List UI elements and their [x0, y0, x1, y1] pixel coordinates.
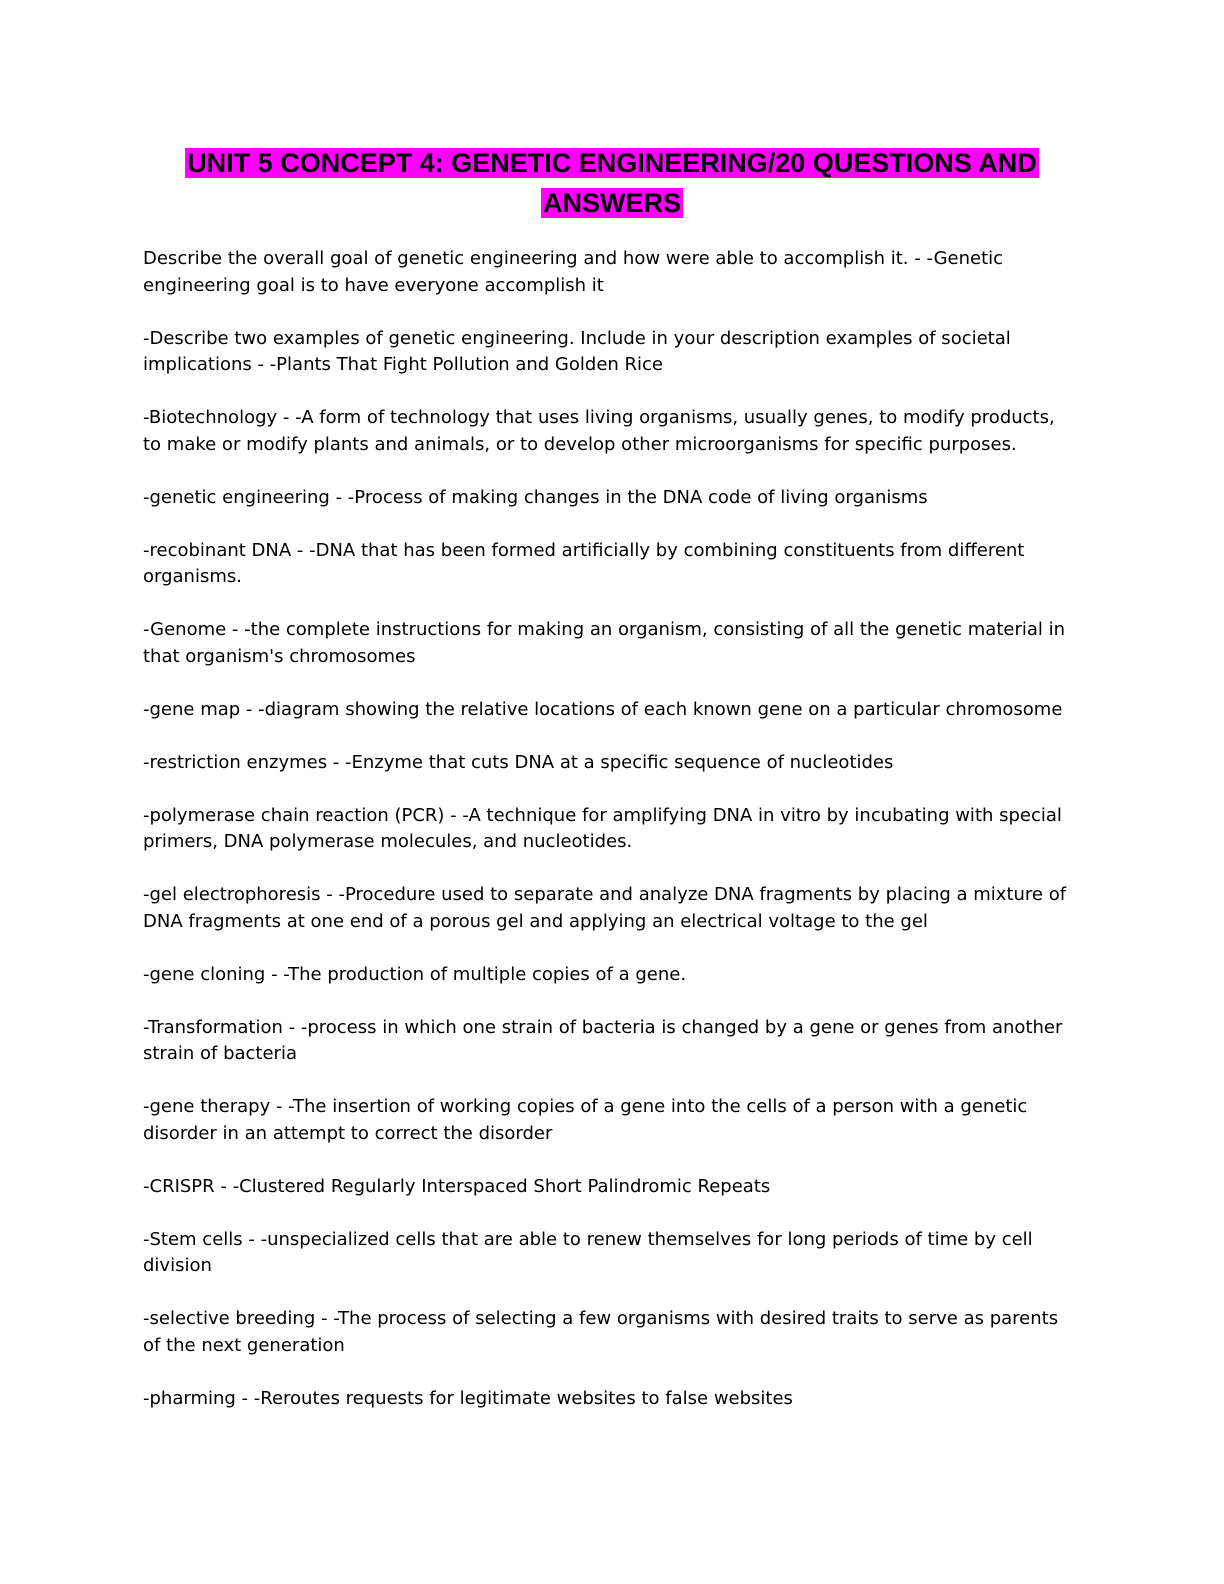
qa-entry: -restriction enzymes - -Enzyme that cuts DNA at a specific sequence of nucleotides — [143, 751, 894, 773]
qa-entry: -gene therapy - -The insertion of working copies of a gene into the cells of a person with a genetic disorder in an attempt to correct the disorder — [143, 1096, 1028, 1144]
qa-entry: -gene cloning - -The production of multiple copies of a gene. — [143, 963, 687, 985]
qa-list — [143, 246, 1073, 1439]
qa-entry: -Genome - -the complete instructions for making an organism, consisting of all the genetic material in that organism's chromosomes — [143, 619, 1066, 667]
qa-entry: -pharming - -Reroutes requests for legitimate websites to false websites — [143, 1387, 793, 1409]
qa-entry: -CRISPR - -Clustered Regularly Interspaced Short Palindromic Repeats — [143, 1175, 771, 1197]
qa-entry: -Describe two examples of genetic engineering. Include in your description examples of societal implications - -Plants That Fight Pollution and Golden Rice — [143, 327, 1011, 375]
qa-entry: -polymerase chain reaction (PCR) - -A technique for amplifying DNA in vitro by incubating with special primers, DNA polymerase molecules, and nucleotides. — [143, 804, 1062, 852]
qa-entry: -Biotechnology - -A form of technology that uses living organisms, usually genes, to modify products, to make or modify plants and animals, or to develop other microorganisms for specific purposes. — [143, 407, 1055, 455]
document-title — [150, 143, 1074, 223]
qa-entry: -recobinant DNA - -DNA that has been formed artificially by combining constituents from different organisms. — [143, 539, 1025, 587]
qa-entry: Describe the overall goal of genetic engineering and how were able to accomplish it. - -Genetic engineering goal is to have everyone accomplish it — [143, 248, 1004, 296]
qa-entry: -gene map - -diagram showing the relative locations of each known gene on a particular chromosome — [143, 698, 1063, 720]
qa-entry: -Transformation - -process in which one strain of bacteria is changed by a gene or genes from another strain of bacteria — [143, 1016, 1063, 1064]
qa-entry: -gel electrophoresis - -Procedure used to separate and analyze DNA fragments by placing a mixture of DNA fragments at one end of a porous gel and applying an electrical voltage to the gel — [143, 884, 1067, 932]
qa-entry: -genetic engineering - -Process of making changes in the DNA code of living organisms — [143, 486, 928, 508]
title-line-2: ANSWERS — [542, 188, 681, 218]
title-line-1: UNIT 5 CONCEPT 4: GENETIC ENGINEERING/20 QUESTIONS AND — [187, 148, 1037, 178]
qa-entry: -selective breeding - -The process of selecting a few organisms with desired traits to serve as parents of the next generation — [143, 1308, 1059, 1356]
qa-entry: -Stem cells - -unspecialized cells that are able to renew themselves for long periods of time by cell division — [143, 1228, 1033, 1276]
